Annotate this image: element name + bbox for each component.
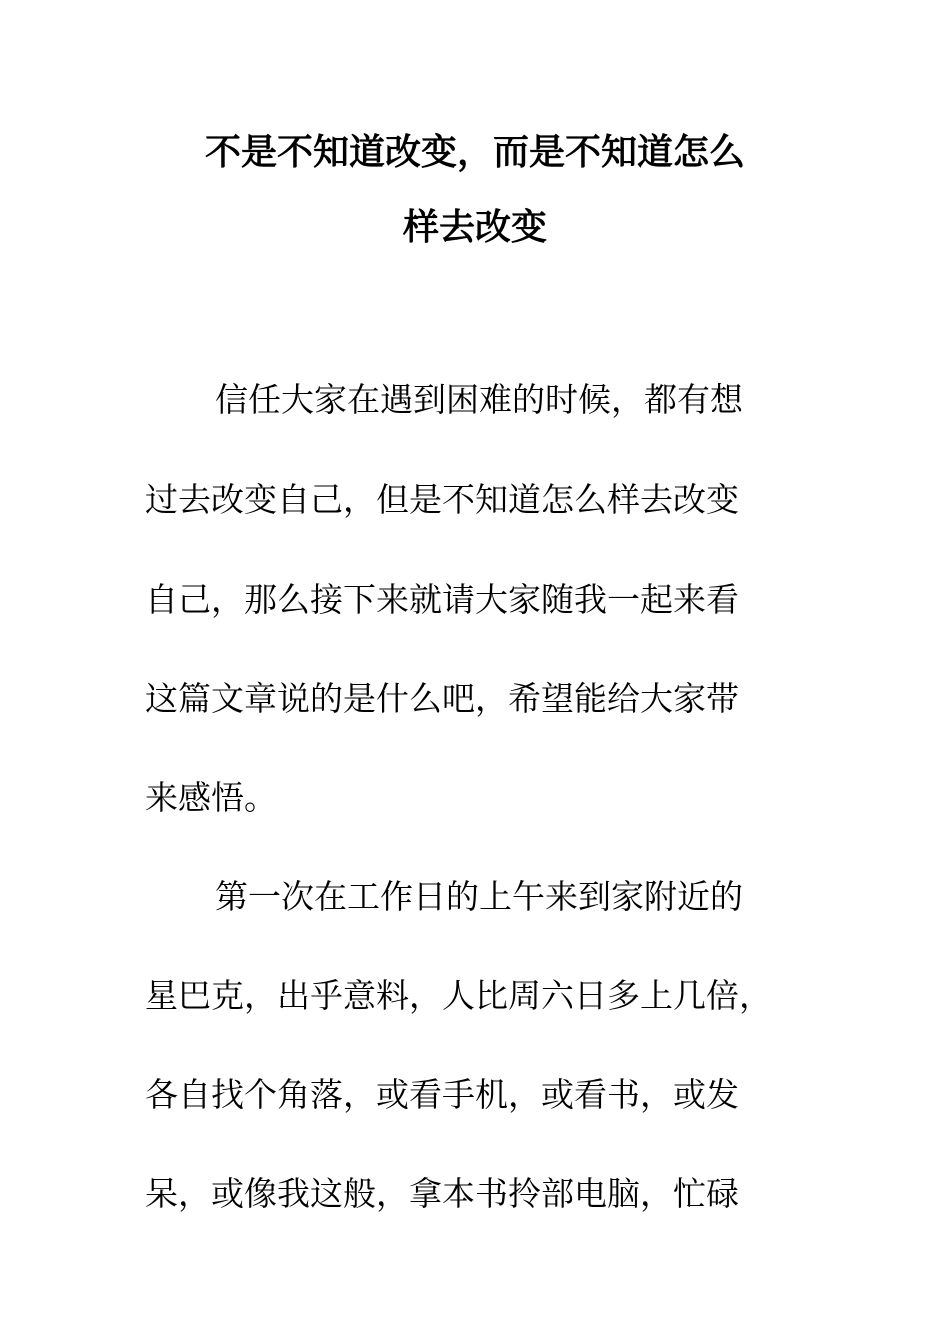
paragraph-1-line-2: 过去改变自己，但是不知道怎么样去改变 — [145, 480, 739, 519]
paragraph-2-line-4: 呆，或像我这般，拿本书拎部电脑，忙碌 — [145, 1174, 739, 1213]
title-line-2: 样去改变 — [402, 206, 547, 248]
paragraph-2-line-2: 星巴克，出乎意料，人比周六日多上几倍， — [145, 976, 772, 1015]
paragraph-1-line-1: 信任大家在遇到困难的时候，都有想 — [215, 380, 743, 419]
paragraph-2-line-3: 各自找个角落，或看手机，或看书，或发 — [145, 1075, 739, 1114]
paragraph-1-line-5: 来感悟。 — [145, 778, 277, 817]
title-line-1: 不是不知道改变，而是不知道怎么 — [204, 131, 745, 173]
paragraph-1-line-4: 这篇文章说的是什么吧，希望能给大家带 — [145, 679, 739, 718]
paragraph-2-line-1: 第一次在工作日的上午来到家附近的 — [215, 877, 743, 916]
paragraph-1-line-3: 自己，那么接下来就请大家随我一起来看 — [145, 580, 739, 619]
